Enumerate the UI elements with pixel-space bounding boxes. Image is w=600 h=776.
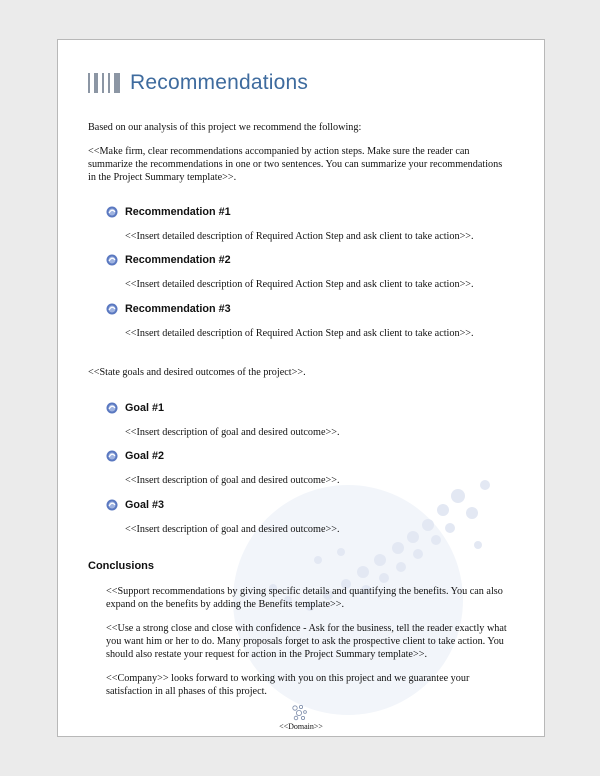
goal-heading-1 [106,402,164,414]
swirl-bullet-icon [106,450,118,462]
goal-label: Goal #2 [125,450,165,462]
instructions-text: <<Make firm, clear recommendations accompanied by action steps. Make sure the reader can summarize the recommendations in one or two sentences. You can summarize your recommendations in the Project Summary template>>. [88,146,503,183]
bubbles-logo-icon [289,704,311,722]
conclusion-paragraph-2: <<Use a strong close and close with confidence - Ask for the business, tell the reader exactly what you want him or her to do. Many proposals forget to ask the prospective client to take action. You should also restate your request for action in the Project Summary template>>. [106,623,507,660]
recommendation-label: Recommendation #3 [125,303,231,315]
title-row [88,70,308,96]
footer-domain: <<Domain>> [279,722,323,731]
recommendation-label: Recommendation #1 [125,206,231,218]
recommendation-heading-2 [106,254,231,266]
recommendation-desc-2: <<Insert detailed description of Required Action Step and ask client to take action>>. [125,279,474,290]
document-page [57,39,545,737]
conclusions-heading: Conclusions [88,560,155,572]
swirl-bullet-icon [106,402,118,414]
goal-heading-3 [106,499,164,511]
page-title: Recommendations [130,71,309,94]
conclusion-paragraph-3: <<Company>> looks forward to working with you on this project and we guarantee your satisfaction in all phases of this project. [106,673,470,697]
conclusion-paragraph-1: <<Support recommendations by giving specific details and quantifying the benefits. You can also expand on the benefits by adding the Benefits template>>. [106,586,503,610]
recommendation-desc-1: <<Insert detailed description of Required Action Step and ask client to take action>>. [125,231,474,242]
recommendation-heading-3 [106,303,231,315]
swirl-bullet-icon [106,499,118,511]
recommendation-desc-3: <<Insert detailed description of Required Action Step and ask client to take action>>. [125,328,474,339]
recommendation-heading-1 [106,206,231,218]
goal-heading-2 [106,450,164,462]
intro-text: Based on our analysis of this project we recommend the following: [88,122,362,133]
swirl-bullet-icon [106,254,118,266]
swirl-bullet-icon [106,206,118,218]
goals-intro-text: <<State goals and desired outcomes of the project>>. [88,367,306,378]
goal-label: Goal #3 [125,499,165,511]
title-bars-icon [88,72,124,94]
recommendation-label: Recommendation #2 [125,254,231,266]
goal-desc-3: <<Insert description of goal and desired outcome>>. [125,524,340,535]
goal-desc-2: <<Insert description of goal and desired outcome>>. [125,475,340,486]
swirl-bullet-icon [106,303,118,315]
goal-desc-1: <<Insert description of goal and desired outcome>>. [125,427,340,438]
goal-label: Goal #1 [125,402,165,414]
